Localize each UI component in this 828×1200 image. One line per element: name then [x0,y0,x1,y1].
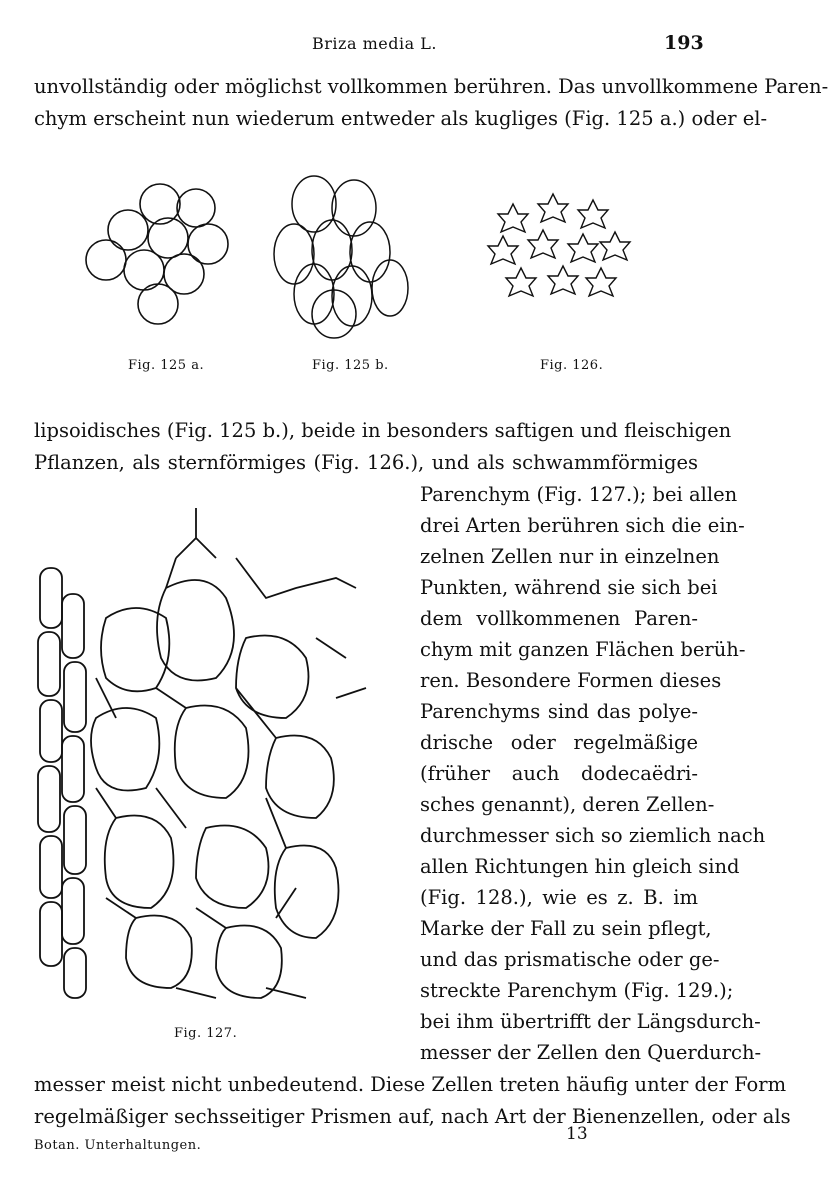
page-header [0,34,732,58]
text-line: Parenchyms sind das polye- [420,700,698,723]
text-line: chym erscheint nun wiederum entweder als kugliges (Fig. 125 a.) oder el- [34,107,768,130]
figure-126 [478,184,638,314]
text-line: Pflanzen, als sternförmiges (Fig. 126.), und als schwammförmiges [34,451,698,474]
text-line: lipsoidisches (Fig. 125 b.), beide in besonders saftigen und fleischigen [34,419,732,442]
text-line: chym mit ganzen Flächen berüh- [420,638,746,661]
text-line: ren. Besondere Formen dieses [420,669,722,692]
figure-125a [80,178,240,328]
spongy-parenchyma-drawing [36,498,382,1010]
figure-125b-caption: Fig. 125 b. [312,358,389,373]
text-line: (Fig. 128.), wie es z. B. im [420,886,698,909]
text-line: regelmäßiger sechsseitiger Prismen auf, nach Art der Bienenzellen, oder als [34,1105,791,1128]
text-line: Punkten, während sie sich bei [420,576,718,599]
running-head: Briza media L. [312,34,437,53]
text-line: drische oder regelmäßige [420,731,698,754]
figure-127 [36,498,382,1010]
spherical-cells-drawing [80,178,240,328]
stellate-cells-drawing [478,184,638,314]
text-line: Parenchym (Fig. 127.); bei allen [420,483,738,506]
figure-126-caption: Fig. 126. [540,358,604,373]
text-line: dem vollkommenen Paren- [420,607,698,630]
footer-book-title: Botan. Unterhaltungen. [34,1138,202,1153]
text-line: zelnen Zellen nur in einzelnen [420,545,720,568]
text-line: Marke der Fall zu sein pflegt, [420,917,712,940]
text-line: und das prismatische oder ge- [420,948,720,971]
ellipsoid-cells-drawing [268,174,418,344]
text-line: bei ihm übertrifft der Längsdurch- [420,1010,761,1033]
text-line: sches genannt), deren Zellen- [420,793,715,816]
signature-mark: 13 [566,1124,588,1144]
text-line: durchmesser sich so ziemlich nach [420,824,766,847]
text-line: messer der Zellen den Querdurch- [420,1041,762,1064]
figure-127-caption: Fig. 127. [174,1026,238,1041]
text-line: drei Arten berühren sich die ein- [420,514,745,537]
text-line: (früher auch dodecaëdri- [420,762,698,785]
text-line: allen Richtungen hin gleich sind [420,855,740,878]
page-number: 193 [664,32,704,54]
text-line: streckte Parenchym (Fig. 129.); [420,979,734,1002]
text-line: unvollständig oder möglichst vollkommen berühren. Das unvollkommene Paren- [34,75,828,98]
text-line: messer meist nicht unbedeutend. Diese Zellen treten häufig unter der Form [34,1073,787,1096]
figure-125a-caption: Fig. 125 a. [128,358,205,373]
figure-125b [268,174,418,344]
